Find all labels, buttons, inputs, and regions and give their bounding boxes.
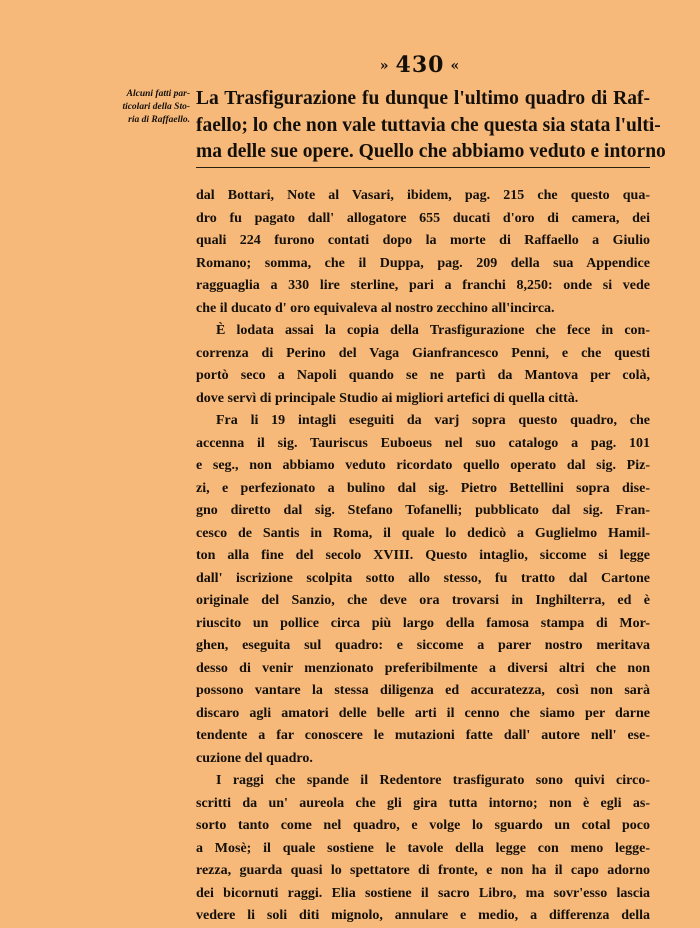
note-line: portò seco a Napoli quando se ne partì da Mantova per colà, (196, 368, 650, 383)
note-line: riuscito un pollice circa più largo della famosa stampa di Mor- (196, 615, 650, 631)
main-text (196, 86, 666, 168)
page-number-value: 430 (395, 52, 445, 78)
note-line: discaro agli amatori delle belle arti il cenno che siamo per darne (196, 705, 650, 721)
note-line: accenna il sig. Tauriscus Euboeus nel suo catalogo a pag. 101 (196, 435, 650, 451)
main-text-line: La Trasfigurazione fu dunque l'ultimo quadro di Raf- (196, 88, 650, 109)
note-line: originale del Sanzio, che deve ora trovarsi in Inghilterra, ed è (196, 593, 650, 608)
note-line: ton alla fine del secolo XVIII. Questo intaglio, siccome si legge (196, 548, 650, 563)
note-line: cuzione del quadro. (196, 750, 313, 766)
main-text-line: faello; lo che non vale tuttavia che questa sia stata l'ulti- (196, 114, 661, 136)
note-line: desso di venir menzionato preferibilmente a diversi altri che non (196, 660, 650, 676)
note-line: possono vantare la stessa diligenza ed accuratezza, così non sarà (196, 683, 650, 698)
note-line: scritti da un' aureola che gli gira tutta intorno; non è egli as- (196, 795, 650, 811)
footnotes (196, 185, 650, 928)
note-line: dall' iscrizione scolpita sotto allo stesso, fu tratto dal Cartone (196, 570, 650, 586)
note-line: quali 224 furono contati dopo la morte di Raffaello a Giulio (196, 233, 650, 248)
note-line: dro fu pagato dall' allogatore 655 ducati d'oro di camera, dei (196, 210, 650, 226)
margin-note-line: ria di Raffaello. (128, 115, 190, 125)
note-line: gno diretto dal sig. Stefano Tofanelli; pubblicato dal sig. Fran- (196, 503, 650, 518)
note-line: rezza, guarda quasi lo spettatore di fronte, e non ha il capo adorno (196, 863, 650, 878)
note-line: cesco de Santis in Roma, il quale lo dedicò a Guglielmo Hamil- (196, 525, 650, 541)
margin-note-line: ticolari della Sto- (122, 102, 190, 112)
margin-note-line: Alcuni fatti par- (126, 89, 190, 99)
left-ornament-icon: » (379, 58, 390, 74)
page-number (350, 52, 490, 78)
note-line: tendente a far conoscere le mutazioni fatte dall' autore nell' ese- (196, 728, 650, 743)
margin-note (84, 88, 190, 127)
note-line: dove servì di principale Studio ai migliori artefici di quella città. (196, 390, 579, 406)
note-line: che il ducato d' oro equivaleva al nostro zecchino all'incirca. (196, 300, 555, 316)
note-line: correnza di Perino del Vaga Gianfrancesco Penni, e che questi (196, 345, 650, 361)
main-text-line: ma delle sue opere. Quello che abbiamo veduto e intorno (196, 139, 650, 168)
note-line: Fra li 19 intagli eseguiti da varj sopra questo quadro, che (216, 413, 650, 428)
note-line: sorto tanto come nel quadro, e volge lo sguardo un cotal poco (196, 818, 650, 833)
note-line: Romano; somma, che il Duppa, pag. 209 della sua Appendice (196, 255, 650, 271)
note-line: È lodata assai la copia della Trasfigurazione che fece in con- (216, 323, 650, 338)
note-line: a Mosè; il quale sostiene le tavole della legge con meno legge- (196, 840, 650, 856)
note-line: ragguaglia a 330 lire sterline, pari a franchi 8,250: onde si vede (196, 278, 650, 293)
note-line: dal Bottari, Note al Vasari, ibidem, pag. 215 che questo qua- (196, 188, 650, 203)
note-line: dei bicornuti raggi. Elia sostiene il sacro Libro, ma sovr'esso lascia (196, 885, 650, 901)
note-line: ghen, eseguita sul quadro: e siccome a parer nostro meritava (196, 638, 650, 653)
note-line: e seg., non abbiamo veduto ricordato quello operato dal sig. Piz- (196, 458, 650, 473)
note-line: zi, e perfezionato a bulino dal sig. Pietro Bettellini sopra dise- (196, 480, 650, 496)
note-line: I raggi che spande il Redentore trasfigurato sono quivi circo- (216, 773, 650, 788)
note-line: vedere li soli diti mignolo, annulare e medio, a differenza della (196, 908, 650, 923)
right-ornament-icon: « (450, 58, 461, 74)
